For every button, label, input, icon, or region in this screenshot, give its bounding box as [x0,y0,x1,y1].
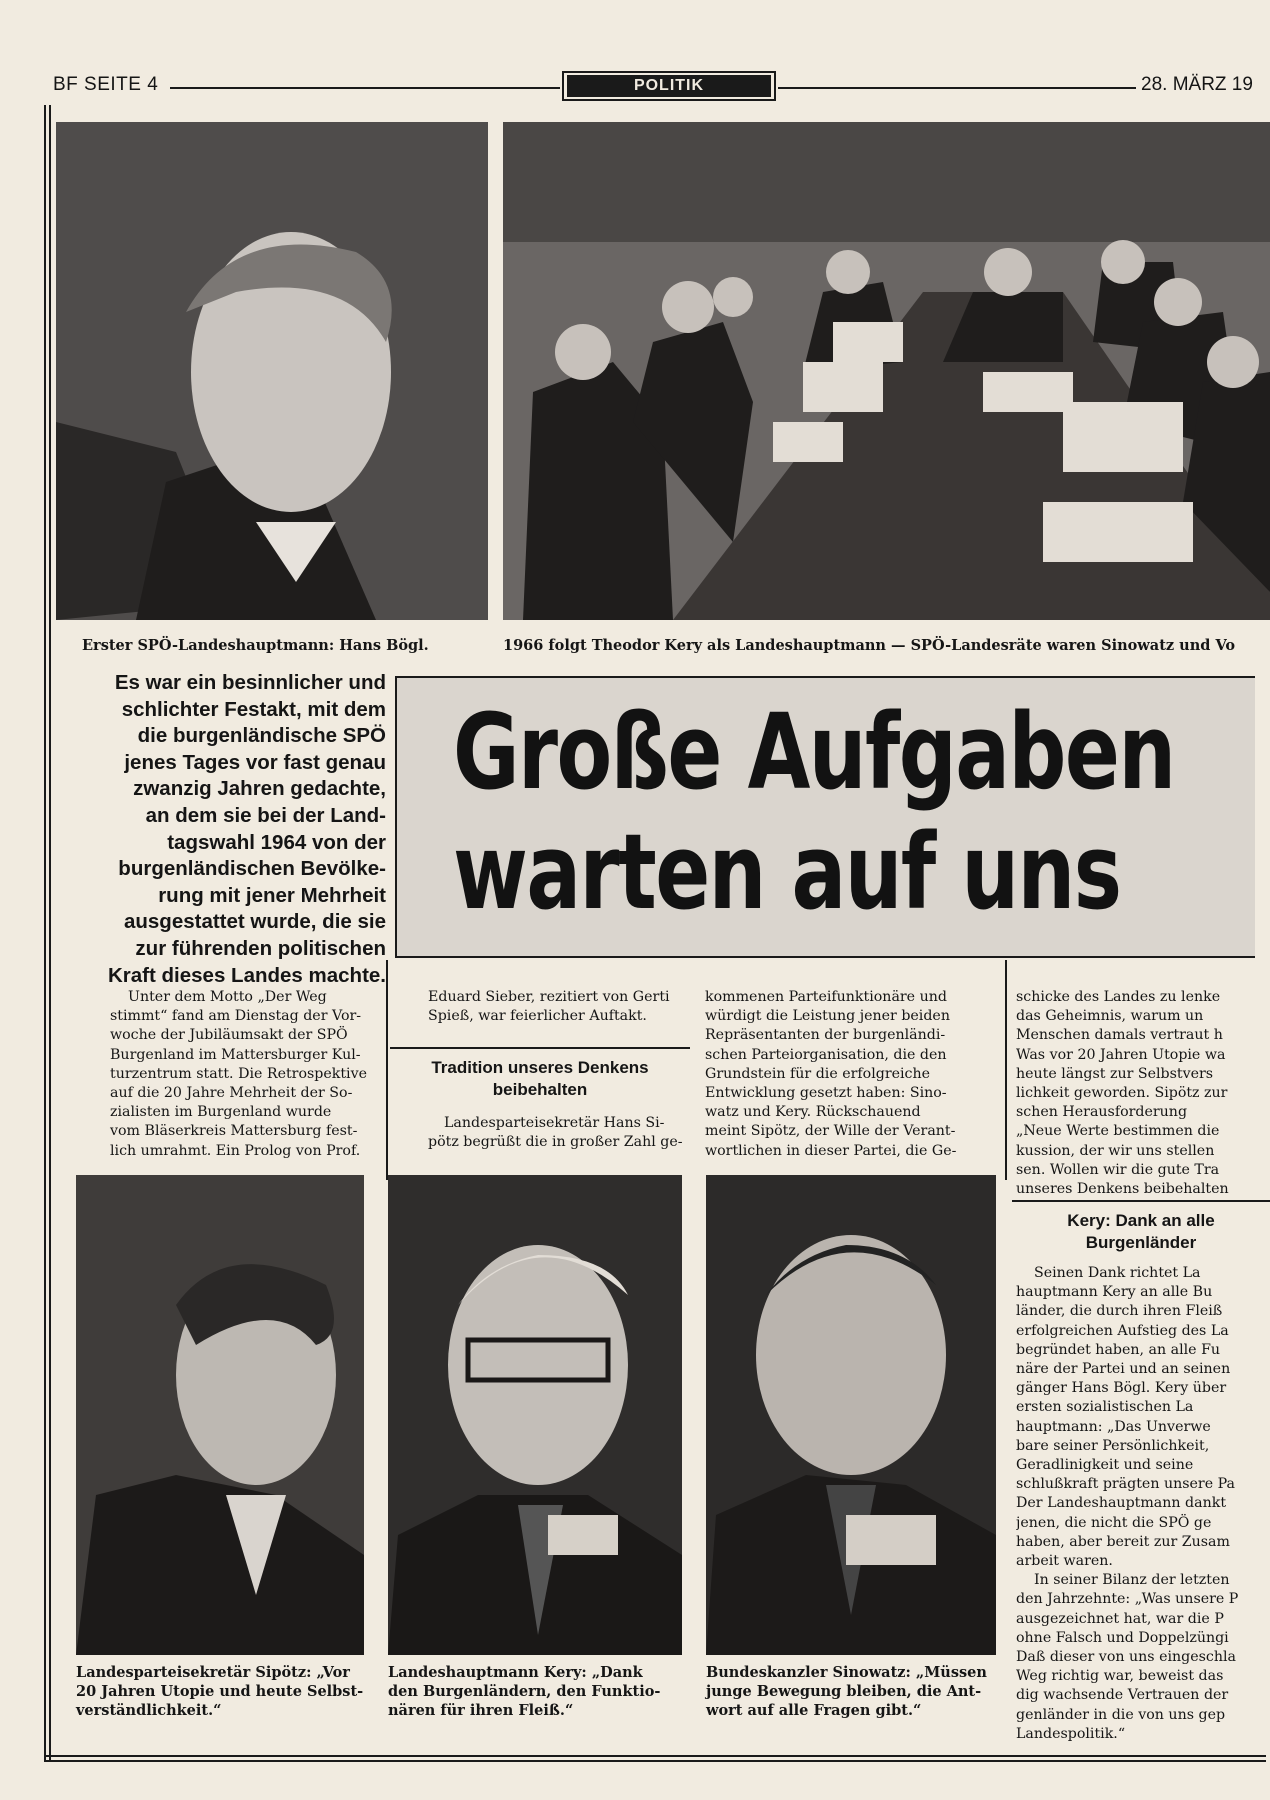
intro-line: an dem sie bei der Land- [145,803,386,827]
intro-line: tagswahl 1964 von der [167,830,386,854]
body-line: begründet haben, an alle Fu [1016,1341,1221,1358]
body-line: wortlichen in dieser Partei, die Ge- [705,1142,957,1159]
headline-line-1: Große Aufgaben [453,691,1175,813]
body-line: würdigt die Leistung jener beiden [705,1008,950,1025]
body-line: Eduard Sieber, rezitiert von Gerti [428,989,670,1005]
intro-line: die burgenländische SPÖ [137,724,386,748]
caption-line: 20 Jahren Utopie und heute Selbst- [76,1683,364,1700]
body-line: schen Parteiorganisation, die den [705,1046,947,1063]
body-line: Grundstein für die erfolgreiche [705,1065,931,1082]
intro-line: Es war ein besinnlicher und [114,671,386,694]
body-line: vom Bläserkreis Mattersburg fest- [110,1123,358,1140]
caption-line: den Burgenländern, den Funktio- [388,1683,661,1700]
body-column-2 [396,988,696,1026]
body-column-4-continued [1016,1264,1270,1744]
column-rule-1 [386,960,388,1180]
subhead-line: Burgenländer [1085,1233,1197,1252]
caption-hans-boegl: Erster SPÖ-Landeshauptmann: Hans Bögl. [82,637,429,654]
body-line: ersten sozialistischen La [1016,1399,1194,1416]
intro-line: schlichter Festakt, mit dem [121,697,386,721]
body-line: In seiner Bilanz der letzten [1034,1572,1230,1589]
subhead-line: Kery: Dank an alle [1067,1211,1215,1230]
body-line: schicke des Landes zu lenke [1016,989,1221,1005]
body-line: haben, aber bereit zur Zusam [1016,1533,1230,1550]
body-line: sen. Wollen wir die gute Tra [1016,1161,1220,1178]
intro-line: ausgestattet wurde, die sie [123,910,386,934]
body-line: Landesparteisekretär Hans Si- [444,1115,665,1131]
intro-line: zur führenden politischen [135,936,386,960]
body-line: schlußkraft prägten unsere Pa [1016,1476,1235,1493]
caption-kery [388,1663,688,1720]
body-line: Seinen Dank richtet La [1034,1265,1201,1281]
caption-sipoetz [76,1663,366,1720]
header-rule-left [170,87,560,89]
body-line: näre der Partei und an seinen [1016,1361,1231,1378]
caption-line: junge Bewegung bleiben, die Ant- [706,1683,982,1700]
caption-line: nären für ihren Fleiß.“ [388,1702,574,1719]
headline-line-2: warten auf uns [453,811,1121,933]
body-line: kussion, der wir uns stellen [1016,1142,1215,1159]
body-line: lichkeit geworden. Sipötz zur [1016,1085,1228,1102]
body-line: pötz begrüßt die in großer Zahl ge- [428,1134,683,1151]
body-line: das Geheimnis, warum un [1016,1008,1204,1025]
intro-line: zwanzig Jahren gedachte, [133,777,386,801]
intro-paragraph [74,670,386,989]
section-label: POLITIK [567,75,771,97]
body-line: Daß dieser von uns eingeschla [1016,1649,1236,1666]
photo-sipoetz [76,1175,364,1655]
frame-bottom-rule [44,1760,1266,1762]
subhead-line: Tradition unseres Denkens [431,1058,649,1077]
subhead-rule [1012,1200,1270,1202]
section-label-box [562,71,776,101]
body-line: watz und Kery. Rückschauend [705,1104,921,1121]
body-line: den Jahrzehnte: „Was unsere P [1016,1591,1239,1608]
caption-sinowatz [706,1663,1006,1720]
body-line: hauptmann: „Das Unverwe [1016,1418,1211,1435]
body-line: „Neue Werte bestimmen die [1016,1123,1220,1140]
body-line: Landespolitik.“ [1016,1725,1126,1742]
body-line: Spieß, war feierlicher Auftakt. [428,1008,647,1025]
body-line: ohne Falsch und Doppelzüngi [1016,1629,1229,1646]
frame-left-rule [44,105,46,1762]
intro-line: Kraft dieses Landes machte. [108,963,386,987]
body-column-3 [705,988,1005,1161]
intro-line: jenes Tages vor fast genau [124,750,386,774]
body-line: unseres Denkens beibehalten [1016,1181,1229,1198]
page-number: BF SEITE 4 [53,74,159,95]
frame-bottom-rule-inner [44,1755,1266,1757]
body-line: ausgezeichnet hat, war die P [1016,1610,1224,1627]
photo-landesregierung-1966 [503,122,1270,620]
body-column-4 [1016,988,1270,1199]
body-line: gänger Hans Bögl. Kery über [1016,1380,1227,1397]
body-line: turzentrum statt. Die Retrospektive [110,1065,368,1082]
body-line: heute längst zur Selbstvers [1016,1065,1214,1082]
body-line: arbeit waren. [1016,1553,1113,1570]
body-line: länder, die durch ihren Fleiß [1016,1303,1223,1320]
frame-left-rule-inner [49,105,51,1762]
body-line: schen Herausforderung [1016,1104,1188,1121]
subhead-tradition [390,1057,690,1101]
body-line: Der Landeshauptmann dankt [1016,1495,1227,1512]
body-line: woche der Jubiläumsakt der SPÖ [110,1027,348,1044]
subhead-kery-dank [1012,1210,1270,1254]
body-line: zialisten im Burgenland wurde [110,1104,332,1121]
body-line: Entwicklung gesetzt haben: Sino- [705,1085,947,1102]
body-line: bare seiner Persönlichkeit, [1016,1437,1210,1454]
photo-sinowatz [706,1175,996,1655]
body-line: genländer in die von uns gep [1016,1706,1226,1723]
subhead-rule [390,1047,690,1049]
subhead-line: beibehalten [492,1080,588,1099]
header-rule-right [778,87,1136,89]
body-line: Menschen damals vertraut h [1016,1027,1223,1044]
photo-hans-boegl [56,122,488,620]
body-line: stimmt“ fand am Dienstag der Vor- [110,1008,362,1025]
caption-line: Bundeskanzler Sinowatz: „Müssen [706,1664,987,1681]
intro-line: rung mit jener Mehrheit [158,883,386,907]
caption-line: wort auf alle Fragen gibt.“ [706,1702,922,1719]
caption-line: Landesparteisekretär Sipötz: „Vor [76,1664,350,1681]
body-column-2-continued [396,1114,696,1152]
body-line: Was vor 20 Jahren Utopie wa [1016,1046,1226,1063]
body-line: lich umrahmt. Ein Prolog von Prof. [110,1142,361,1159]
body-column-1 [68,988,378,1161]
intro-line: burgenländischen Bevölke- [118,857,386,881]
column-rule-3 [1005,960,1007,1180]
body-line: meint Sipötz, der Wille der Verant- [705,1123,956,1140]
photo-kery [388,1175,682,1655]
caption-line: verständlichkeit.“ [76,1702,222,1719]
body-line: erfolgreichen Aufstieg des La [1016,1322,1229,1339]
body-line: auf die 20 Jahre Mehrheit der So- [110,1085,353,1102]
body-line: Burgenland im Mattersburger Kul- [110,1046,361,1063]
headline-box [395,676,1255,958]
body-line: Unter dem Motto „Der Weg [128,989,327,1005]
body-line: dig wachsende Vertrauen der [1016,1687,1229,1704]
caption-landesregierung-1966: 1966 folgt Theodor Kery als Landeshauptmann — SPÖ-Landesräte waren Sinowatz und Vo [503,637,1236,654]
body-line: kommenen Parteifunktionäre und [705,989,947,1005]
caption-line: Landeshauptmann Kery: „Dank [388,1664,643,1681]
body-line: Repräsentanten der burgenländi- [705,1027,946,1044]
body-line: Weg richtig war, beweist das [1016,1668,1224,1685]
body-line: hauptmann Kery an alle Bu [1016,1284,1213,1301]
body-line: jenen, die nicht die SPÖ ge [1016,1514,1212,1531]
body-line: Geradlinigkeit und seine [1016,1457,1194,1474]
issue-date: 28. MÄRZ 19 [1141,74,1253,95]
